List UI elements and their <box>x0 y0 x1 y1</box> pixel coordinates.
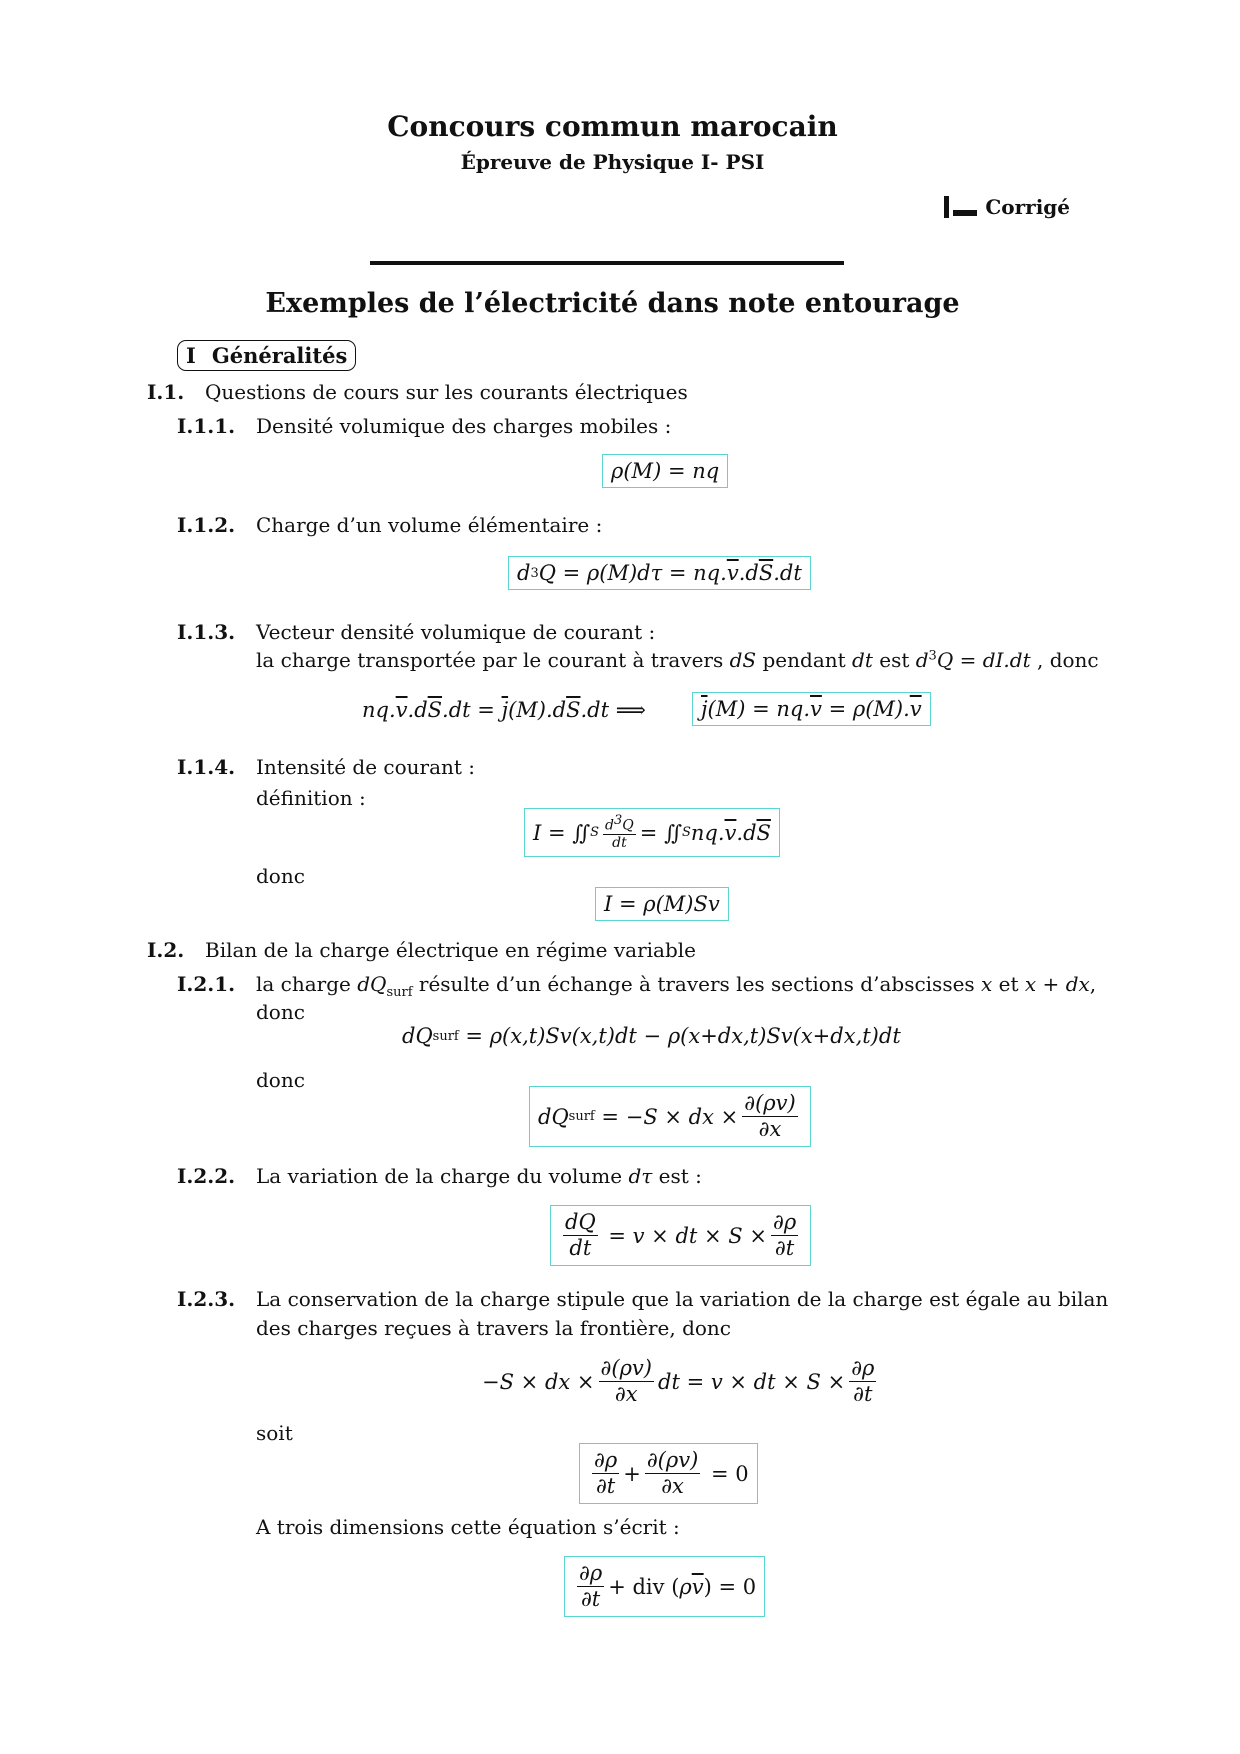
equation-box: dQ surf = − S × dx × $\frac{\partial(\rho v)}{\partial x}$ <box>529 1086 811 1147</box>
corrige-label <box>944 195 1070 219</box>
item-label: I.2.3. <box>177 1287 236 1311</box>
corrige-text: Corrigé <box>985 195 1070 219</box>
item-label: I.1.4. <box>177 755 236 779</box>
item-label: I.1.2. <box>177 513 236 537</box>
item-text-end: est : <box>658 1164 702 1188</box>
paragraph-line: La conservation de la charge stipule que la variation de la charge est égale au bilan <box>256 1287 1109 1311</box>
paragraph-line: des charges reçues à travers la frontière, donc <box>256 1316 732 1340</box>
corrige-mark-icon <box>944 196 949 218</box>
item-label: I.2.1. <box>177 972 236 996</box>
item-text: Bilan de la charge électrique en régime variable <box>205 938 696 962</box>
equation-box: $\frac{\partial\rho}{\partial t}$ + div ( ρ $\overline{v}$ ) = 0 <box>564 1556 765 1617</box>
exam-title: Concours commun marocain <box>387 110 838 143</box>
equation: dQ surf = ρ(x,t)Sv(x,t)dt − ρ(x+dx,t)Sv(x+dx,t)dt <box>402 1024 901 1048</box>
item-text: Densité volumique des charges mobiles : <box>256 414 672 438</box>
item-text: La variation de la charge du volume dτ est : <box>256 1164 702 1188</box>
section-number: I <box>186 343 196 368</box>
section-title: Généralités <box>211 343 348 368</box>
main-title: Exemples de l’électricité dans note entourage <box>265 288 960 319</box>
definition-label: définition : <box>256 786 366 810</box>
donc-label: donc <box>256 1068 305 1092</box>
corrige-dash-icon <box>953 210 977 216</box>
equation-box: $\frac{dQ}{dt}$ = v × dt × S × $\frac{\partial\rho}{\partial t}$ <box>550 1205 811 1266</box>
paragraph: la charge transportée par le courant à travers dS pendant dt est $d^3Q = dI.dt$ , donc <box>256 648 1099 672</box>
equation-box: I = ρ(M)Sv <box>595 887 729 921</box>
donc-label: donc <box>256 1000 305 1024</box>
equation-box: $\overline{j}$ (M) = nq. $\overline{v}$ = ρ(M). $\overline{v}$ <box>692 692 931 726</box>
equation-box: $\frac{\partial\rho}{\partial t}$ + $\frac{\partial(\rho v)}{\partial x}$ = 0 <box>579 1443 758 1504</box>
soit-label: soit <box>256 1421 293 1445</box>
equation-box: ρ( M ) = nq <box>602 454 728 488</box>
equation-box: d 3 Q = ρ(M)dτ = nq. $\overline{v}$ .d $\overline{S}$ .dt <box>508 556 811 590</box>
item-text: Vecteur densité volumique de courant : <box>256 620 656 644</box>
paragraph: la charge $dQ_{surf}$ résulte d’un échange à travers les sections d’abscisses x et x + dx, <box>256 972 1097 1000</box>
horizontal-rule <box>370 261 844 265</box>
equation-box: I = ∬ S $\frac{d^3Q}{dt}$ = ∬ S nq. $\overline{v}$ .d $\overline{S}$ <box>524 808 780 857</box>
equation: nq. $\overline{v}$ .d $\overline{S}$ .dt = $\overline{j}$ (M).d $\overline{S}$ .dt ⟹ <box>362 698 646 722</box>
exam-subtitle: Épreuve de Physique I- PSI <box>460 150 765 174</box>
donc-label: donc <box>256 864 305 888</box>
item-label: I.1.3. <box>177 620 236 644</box>
equation: − S × dx × $\frac{\partial(\rho v)}{\partial x}$ dt = v × dt × S × $\frac{\partial\rho}{\partial t}$ <box>482 1356 875 1407</box>
item-text: Intensité de courant : <box>256 755 476 779</box>
item-label: I.1. <box>147 380 185 404</box>
item-label: I.2. <box>147 938 185 962</box>
item-label: I.1.1. <box>177 414 236 438</box>
item-text: Questions de cours sur les courants électriques <box>205 380 688 404</box>
item-text: Charge d’un volume élémentaire : <box>256 513 603 537</box>
item-text-start: La variation de la charge du volume <box>256 1164 623 1188</box>
item-label: I.2.2. <box>177 1164 236 1188</box>
section-heading <box>177 340 356 371</box>
paragraph-line: A trois dimensions cette équation s’écrit : <box>256 1515 680 1539</box>
